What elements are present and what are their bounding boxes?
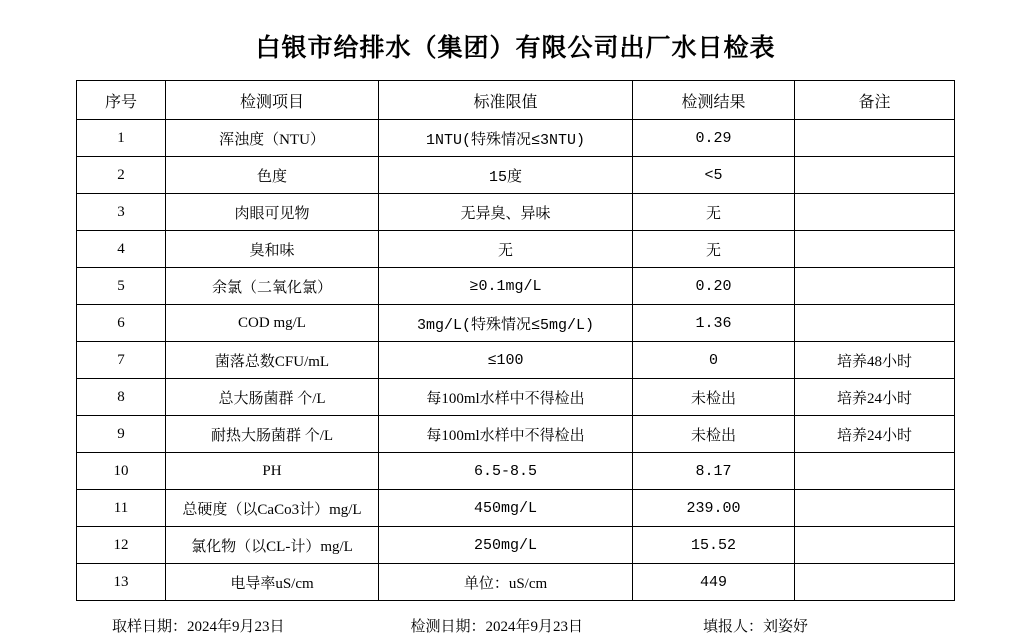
- cell-no: 13: [77, 564, 166, 601]
- cell-no: 9: [77, 416, 166, 453]
- table-container: [0, 80, 1031, 601]
- table-row: [77, 527, 955, 564]
- cell-item: 耐热大肠菌群 个/L: [166, 416, 379, 453]
- table-header: [77, 81, 955, 120]
- cell-note: [795, 268, 955, 305]
- table-row: [77, 157, 955, 194]
- table-row: [77, 194, 955, 231]
- cell-item: 氯化物（以CL-计）mg/L: [166, 527, 379, 564]
- table-row: [77, 453, 955, 490]
- filled-by: 填报人：刘姿妤: [703, 619, 809, 635]
- cell-note: 培养24小时: [795, 379, 955, 416]
- header-cell-std: 标准限值: [379, 81, 633, 120]
- table-row: [77, 268, 955, 305]
- page-title: 白银市给排水（集团）有限公司出厂水日检表: [255, 35, 776, 62]
- cell-std: 单位：uS/cm: [379, 564, 633, 601]
- cell-no: 8: [77, 379, 166, 416]
- cell-std: 15度: [379, 157, 633, 194]
- cell-result: 239.00: [633, 490, 795, 527]
- water-quality-table: [76, 80, 955, 601]
- table-row: [77, 120, 955, 157]
- cell-no: 12: [77, 527, 166, 564]
- cell-result: 0: [633, 342, 795, 379]
- cell-std: 250mg/L: [379, 527, 633, 564]
- header-cell-note: 备注: [795, 81, 955, 120]
- cell-note: [795, 305, 955, 342]
- cell-item: 肉眼可见物: [166, 194, 379, 231]
- cell-item: 电导率uS/cm: [166, 564, 379, 601]
- cell-result: 449: [633, 564, 795, 601]
- cell-no: 5: [77, 268, 166, 305]
- cell-no: 4: [77, 231, 166, 268]
- cell-result: 15.52: [633, 527, 795, 564]
- cell-no: 7: [77, 342, 166, 379]
- cell-note: [795, 527, 955, 564]
- cell-std: ≤100: [379, 342, 633, 379]
- cell-no: 1: [77, 120, 166, 157]
- cell-result: 0.20: [633, 268, 795, 305]
- table-row: [77, 379, 955, 416]
- cell-result: 无: [633, 231, 795, 268]
- cell-std: 3mg/L(特殊情况≤5mg/L): [379, 305, 633, 342]
- cell-no: 3: [77, 194, 166, 231]
- cell-note: [795, 490, 955, 527]
- table-row: [77, 490, 955, 527]
- footer: [0, 601, 1031, 636]
- cell-result: 无: [633, 194, 795, 231]
- cell-note: [795, 564, 955, 601]
- cell-result: <5: [633, 157, 795, 194]
- table-row: [77, 416, 955, 453]
- cell-std: ≥0.1mg/L: [379, 268, 633, 305]
- table-row: [77, 305, 955, 342]
- cell-std: 450mg/L: [379, 490, 633, 527]
- cell-note: 培养24小时: [795, 416, 955, 453]
- cell-item: 菌落总数CFU/mL: [166, 342, 379, 379]
- cell-no: 11: [77, 490, 166, 527]
- cell-item: 余氯（二氧化氯）: [166, 268, 379, 305]
- cell-result: 未检出: [633, 416, 795, 453]
- cell-note: [795, 231, 955, 268]
- table-row: [77, 342, 955, 379]
- cell-result: 0.29: [633, 120, 795, 157]
- cell-note: 培养48小时: [795, 342, 955, 379]
- cell-item: 总硬度（以CaCo3计）mg/L: [166, 490, 379, 527]
- cell-std: 6.5-8.5: [379, 453, 633, 490]
- cell-item: PH: [166, 453, 379, 490]
- header-cell-item: 检测项目: [166, 81, 379, 120]
- cell-std: 无异臭、异味: [379, 194, 633, 231]
- cell-no: 6: [77, 305, 166, 342]
- cell-std: 1NTU(特殊情况≤3NTU): [379, 120, 633, 157]
- cell-note: [795, 194, 955, 231]
- cell-item: COD mg/L: [166, 305, 379, 342]
- cell-item: 总大肠菌群 个/L: [166, 379, 379, 416]
- cell-result: 未检出: [633, 379, 795, 416]
- table-body: [77, 120, 955, 601]
- testing-date: 检测日期：2024年9月23日: [410, 619, 584, 635]
- cell-note: [795, 453, 955, 490]
- table-header-row: [77, 81, 955, 120]
- cell-std: 每100ml水样中不得检出: [379, 416, 633, 453]
- cell-item: 臭和味: [166, 231, 379, 268]
- cell-result: 1.36: [633, 305, 795, 342]
- sampling-date: 取样日期：2024年9月23日: [112, 619, 285, 635]
- table-row: [77, 564, 955, 601]
- cell-item: 色度: [166, 157, 379, 194]
- table-row: [77, 231, 955, 268]
- cell-no: 2: [77, 157, 166, 194]
- cell-note: [795, 120, 955, 157]
- header-cell-result: 检测结果: [633, 81, 795, 120]
- cell-result: 8.17: [633, 453, 795, 490]
- cell-item: 浑浊度（NTU）: [166, 120, 379, 157]
- cell-std: 每100ml水样中不得检出: [379, 379, 633, 416]
- header-cell-no: 序号: [77, 81, 166, 120]
- cell-std: 无: [379, 231, 633, 268]
- cell-no: 10: [77, 453, 166, 490]
- cell-note: [795, 157, 955, 194]
